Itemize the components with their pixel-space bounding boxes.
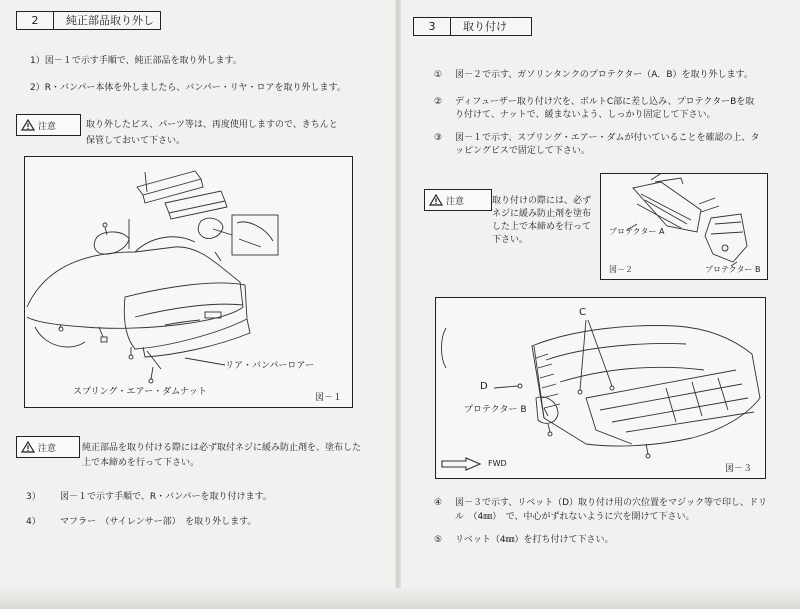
- right-caution-line-3: した上で本締めを行って: [492, 222, 592, 232]
- left-section-number: 2: [17, 12, 54, 29]
- warning-icon: [21, 441, 35, 453]
- left-caution-1-line-1: 取り外したビス、パーツ等は、再度使用しますので、きちんと: [86, 120, 338, 130]
- figure-1-number: 図－１: [315, 393, 343, 403]
- label-c: C: [579, 307, 586, 318]
- left-step-3: 図－１で示す手順で、R・バンパーを取り付けます。: [60, 492, 272, 502]
- left-step-4: マフラー （サイレンサー部） を取り外します。: [60, 517, 257, 527]
- label-spring-air-dam-nut: スプリング・エアー・ダムナット: [73, 387, 207, 397]
- right-section-number: 3: [414, 18, 451, 35]
- label-protector-a: プロテクター A: [609, 227, 665, 236]
- figure-3-frame: [435, 297, 766, 479]
- left-caution-badge-1: [16, 114, 81, 136]
- warning-icon: [21, 119, 35, 131]
- right-step-3-line-2: ッピングビスで固定して下さい。: [455, 146, 590, 156]
- left-section-title: 純正部品取り外し: [66, 14, 154, 27]
- right-step-2-line-2: り付けて、ナットで、緩まないよう、しっかり固定して下さい。: [455, 110, 716, 120]
- right-section-title: 取り付け: [463, 20, 507, 33]
- right-step-2-line-1: ディフューザー取り付け穴を、ボルトC部に差し込み、プロテクターBを取: [455, 97, 755, 107]
- left-caution-2-line-2: 上で本締めを行って下さい。: [82, 458, 200, 468]
- figure-2-number: 図－２: [609, 265, 633, 274]
- right-step-4-number: ④: [434, 498, 443, 508]
- right-step-4-line-2: ル （4㎜） で、中心がずれないように穴を開けて下さい。: [455, 512, 695, 522]
- figure-2-frame: [600, 173, 768, 280]
- right-caution-line-4: 下さい。: [492, 235, 529, 245]
- right-step-1-number: ①: [434, 70, 443, 80]
- left-step-2: 2）R・バンパー本体を外しましたら、バンパー・リヤ・ロアを取り外します。: [30, 83, 346, 93]
- left-caution-badge-2: [16, 436, 80, 458]
- left-section-header: [16, 11, 161, 30]
- scan-bottom-edge: [0, 588, 800, 609]
- right-step-3-number: ③: [434, 133, 443, 143]
- label-protector-b: プロテクター B: [464, 405, 527, 415]
- right-step-3-line-1: 図－１で示す、スプリング・エアー・ダムが付いていることを確認の上、タ: [455, 133, 760, 143]
- right-step-5: リベット（4㎜）を打ち付けて下さい。: [455, 535, 614, 545]
- right-step-1: 図－２で示す、ガソリンタンクのプロテクター（A．B）を取り外します。: [455, 70, 753, 80]
- warning-icon: [429, 194, 443, 206]
- left-step-1: 1）図－１で示す手順で、純正部品を取り外します。: [30, 56, 242, 66]
- left-step-4-number: 4）: [26, 517, 41, 527]
- left-caution-2-line-1: 純正部品を取り付ける際には必ず取付ネジに緩み防止剤を、塗布した: [82, 443, 362, 453]
- right-caution-line-2: ネジに緩み防止剤を塗布: [492, 209, 592, 219]
- page-spine: [395, 0, 401, 609]
- right-step-4-line-1: 図－３で示す、リベット（D）取り付け用の穴位置をマジック等で印し、ドリ: [455, 498, 768, 508]
- figure-3-number: 図－３: [725, 464, 753, 474]
- label-d: D: [480, 381, 488, 392]
- right-step-2-number: ②: [434, 97, 443, 107]
- right-section-header: [413, 17, 532, 36]
- figure-1-frame: [24, 156, 353, 408]
- label-fwd: FWD: [488, 459, 507, 468]
- left-caution-1-line-2: 保管しておいて下さい。: [86, 136, 186, 146]
- left-step-3-number: 3）: [26, 492, 41, 502]
- right-caution-badge: [424, 189, 492, 211]
- label-rear-bumper-lower: リア・バンパーロアー: [225, 361, 315, 371]
- right-caution-line-1: 取り付けの際には、必ず: [492, 196, 592, 206]
- caution-label: 注意: [38, 443, 57, 454]
- right-step-5-number: ⑤: [434, 535, 443, 545]
- caution-label: 注意: [446, 196, 465, 207]
- caution-label: 注意: [38, 121, 57, 132]
- label-protector-b: プロテクター B: [705, 265, 761, 274]
